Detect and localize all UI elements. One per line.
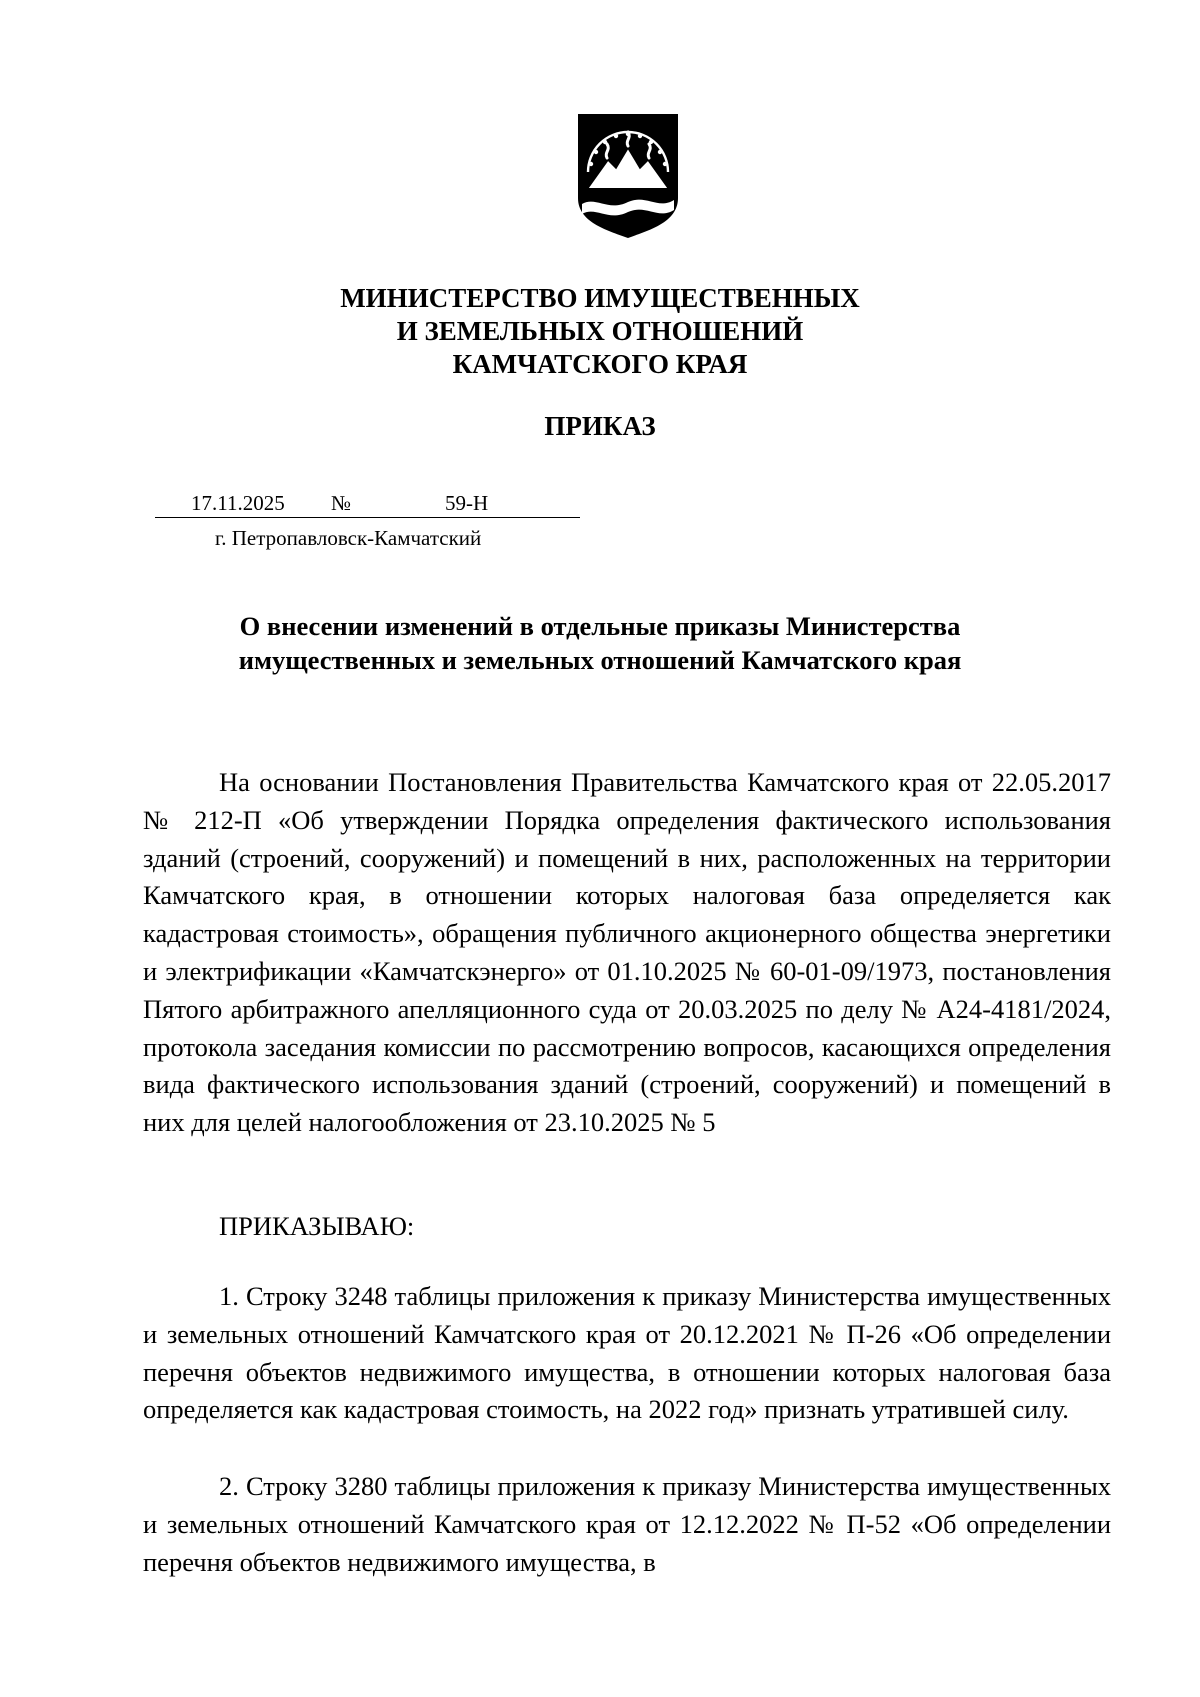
date-number-line xyxy=(155,491,580,518)
kamchatka-coat-of-arms-icon xyxy=(574,112,682,240)
order-word: ПРИКАЗЫВАЮ: xyxy=(219,1211,415,1241)
subject-line-2: имущественных и земельных отношений Камчатского края xyxy=(238,645,962,675)
subject-line-1: О внесении изменений в отдельные приказы Министерства xyxy=(239,611,961,641)
basis-paragraph: На основании Постановления Правительства Камчатского края от 22.05.2017 № 212-П «Об утверждении Порядка определения фактического использования зданий (строений, сооружений) и помещений в них, расположенных на территории Камчатского края, в отношении которых налоговая база определяется как кадастровая стоимость», обращения публичного акционерного общества энергетики и электрификации «Камчатскэнерго» от 01.10.2025 № 60-01-09/1973, постановления Пятого арбитражного апелляционного суда от 20.03.2025 по делу № А24-4181/2024, протокола заседания комиссии по рассмотрению вопросов, касающихся определения вида фактического использования зданий (строений, сооружений) и помещений в них для целей налогообложения от 23.10.2025 № 5 xyxy=(143,767,1111,1138)
ministry-line-2: И ЗЕМЕЛЬНЫХ ОТНОШЕНИЙ xyxy=(396,316,804,346)
ministry-line-3: КАМЧАТСКОГО КРАЯ xyxy=(452,349,748,379)
document-date: 17.11.2025 xyxy=(191,491,285,515)
order-item-2: 2. Строку 3280 таблицы приложения к приказу Министерства имущественных и земельных отношений Камчатского края от 12.12.2022 № П-52 «Об определении перечня объектов недвижимого имущества, в xyxy=(143,1471,1111,1577)
document-subject xyxy=(0,609,1200,677)
number-sign: № xyxy=(331,491,352,515)
ministry-line-1: МИНИСТЕРСТВО ИМУЩЕСТВЕННЫХ xyxy=(340,283,860,313)
order-item-1: 1. Строку 3248 таблицы приложения к приказу Министерства имущественных и земельных отношений Камчатского края от 20.12.2021 № П-26 «Об определении перечня объектов недвижимого имущества, в отношении которых налоговая база определяется как кадастровая стоимость, на 2022 год» признать утратившей силу. xyxy=(143,1281,1111,1425)
ministry-name xyxy=(0,282,1200,381)
document-number: 59-Н xyxy=(445,491,489,515)
document-city: г. Петропавловск-Камчатский xyxy=(215,526,482,550)
document-type-title: ПРИКАЗ xyxy=(544,411,656,441)
